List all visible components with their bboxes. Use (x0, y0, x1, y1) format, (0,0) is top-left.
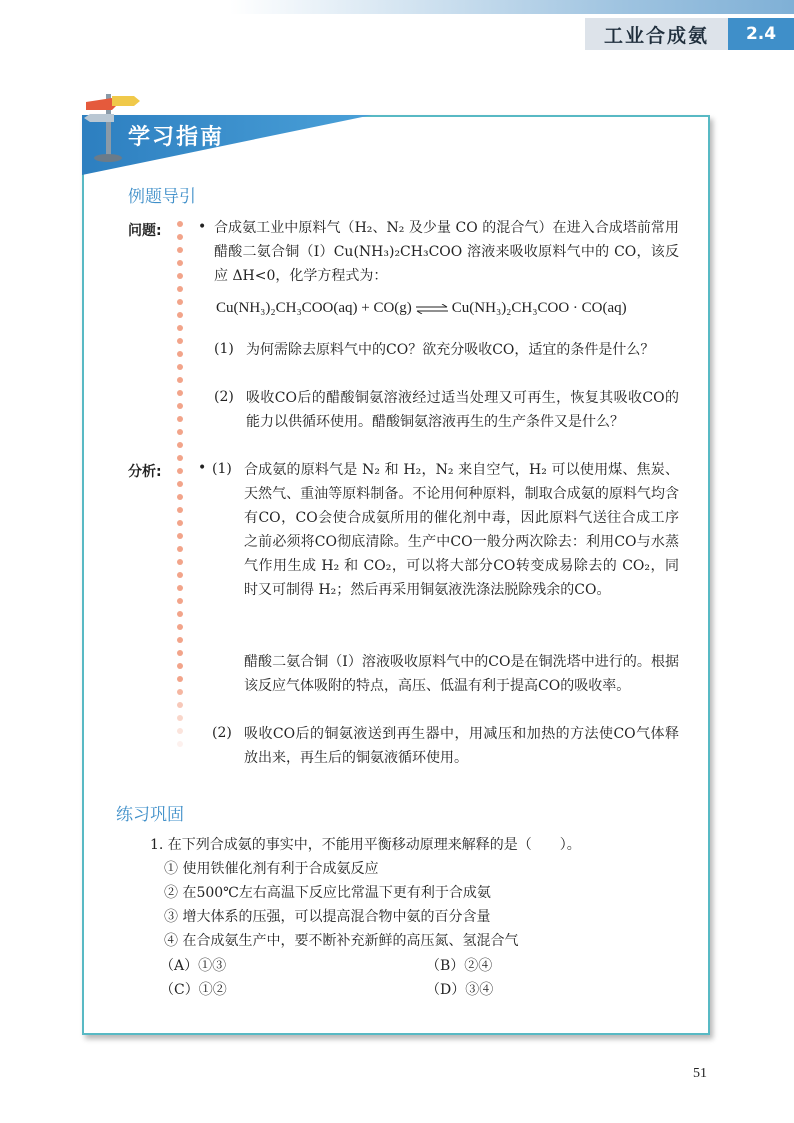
header-gradient-bar (230, 0, 794, 14)
statement-1: ① 使用铁催化剂有利于合成氨反应 (164, 861, 379, 877)
option-d[interactable]: （D）③④ (426, 982, 494, 998)
bullet-icon: • (198, 460, 207, 476)
bullet-icon: • (198, 219, 207, 235)
chemical-equation (216, 300, 627, 317)
a2-number: (2) (212, 725, 232, 741)
q2-number: (2) (214, 389, 234, 405)
equation-right: Cu(NH₃)₂CH₃COO · CO(aq) (451, 300, 627, 316)
option-b[interactable]: （B）②④ (426, 958, 493, 974)
example-heading: 例题导引 (128, 187, 196, 207)
question-intro: 合成氨工业中原料气（H₂、N₂ 及少量 CO 的混合气）在进入合成塔前常用醋酸二氨合铜（Ⅰ）Cu(NH₃)₂CH₃COO 溶液来吸收原料气中的 CO，该反应 ΔH<0，化学方程式为： (214, 220, 679, 284)
equation-left: Cu(NH₃)₂CH₃COO(aq) + CO(g) (216, 300, 412, 316)
option-a[interactable]: （A）①③ (160, 958, 227, 974)
equilibrium-arrow-icon (415, 304, 449, 314)
statement-4: ④ 在合成氨生产中，要不断补充新鲜的高压氮、氢混合气 (164, 933, 519, 949)
statement-3: ③ 增大体系的压强，可以提高混合物中氨的百分含量 (164, 909, 491, 925)
a1-number: (1) (212, 461, 232, 477)
option-c[interactable]: （C）①② (160, 982, 227, 998)
analysis-label: 分析: (128, 464, 162, 480)
chapter-title: 工业合成氨 (585, 18, 728, 50)
a1-text-2: 醋酸二氨合铜（Ⅰ）溶液吸收原料气中的CO是在铜洗塔中进行的。根据该反应气体吸附的特点，高压、低温有利于提高CO的吸收率。 (244, 654, 679, 694)
question-label: 问题: (128, 223, 162, 239)
dotted-divider (173, 220, 187, 760)
a2-text: 吸收CO后的铜氨液送到再生器中，用减压和加热的方法使CO气体释放出来，再生后的铜氨液循环使用。 (244, 726, 679, 766)
q2-text: 吸收CO后的醋酸铜氨溶液经过适当处理又可再生，恢复其吸收CO的能力以供循环使用。醋酸铜氨溶液再生的生产条件又是什么？ (246, 390, 679, 430)
statement-2: ② 在500℃左右高温下反应比常温下更有利于合成氨 (164, 885, 491, 901)
practice-question-stem: 1. 在下列合成氨的事实中，不能用平衡移动原理来解释的是（ ）。 (150, 837, 581, 853)
q1-text: 为何需除去原料气中的CO？欲充分吸收CO，适宜的条件是什么？ (246, 342, 655, 358)
practice-heading: 练习巩固 (116, 805, 184, 825)
page-number: 51 (693, 1066, 707, 1081)
chapter-number: 2.4 (728, 18, 794, 50)
guide-title: 学习指南 (128, 125, 225, 150)
q1-number: (1) (214, 341, 234, 357)
a1-text: 合成氨的原料气是 N₂ 和 H₂，N₂ 来自空气，H₂ 可以使用煤、焦炭、天然气、重油等原料制备。不论用何种原料，制取合成氨的原料气均含有CO，CO会使合成氨所用的催化剂中毒，因此原料气送往合成工序之前必须将CO彻底清除。生产中CO一般分两次除去：利用CO与水蒸气作用生成 H₂ 和 CO₂，可以将大部分CO转变成易除去的 CO₂，同时又可制得 H₂；然后再采用铜氨液洗涤法脱除残余的CO。 (244, 462, 679, 598)
